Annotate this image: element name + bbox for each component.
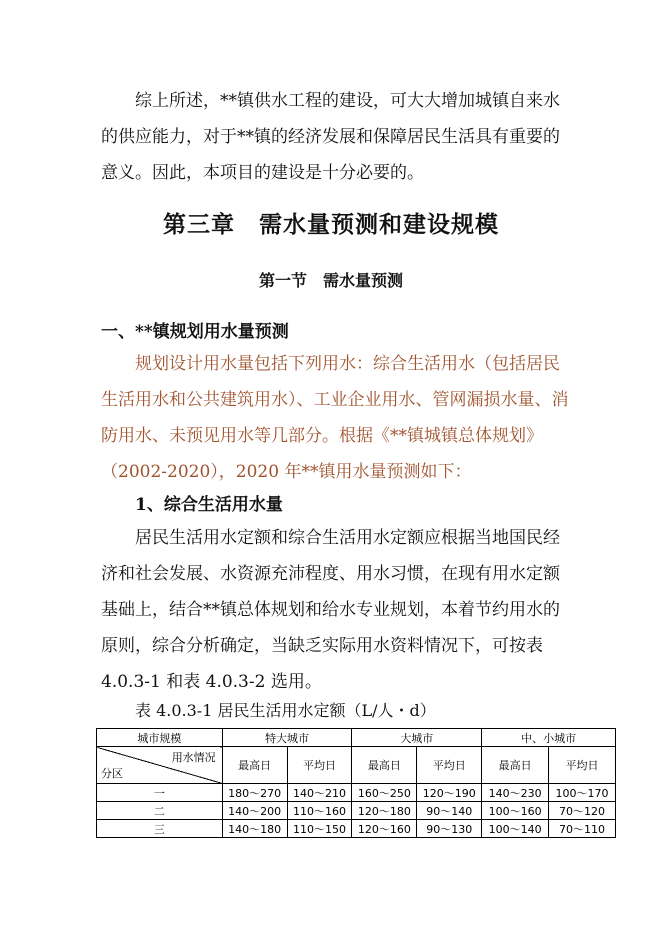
zone-cell: 二 — [97, 802, 223, 820]
zone-label: 分区 — [101, 767, 123, 780]
max-day-header: 最高日 — [352, 747, 417, 784]
city-scale-header: 城市规模 — [97, 729, 223, 747]
intro-paragraph: 综上所述，**镇供水工程的建设，可大大增加城镇自来水的供应能力，对于**镇的经济发展和保障居民生活具有重要的意义。因此，本项目的建设是十分必要的。 — [101, 91, 560, 183]
avg-day-header: 平均日 — [549, 747, 616, 784]
max-day-header: 最高日 — [222, 747, 287, 784]
zone-cell: 三 — [97, 820, 223, 838]
group-header: 中、小城市 — [482, 729, 616, 747]
value-cell: 140～180 — [222, 820, 287, 838]
table-subheader-row — [97, 747, 616, 784]
value-cell: 110～160 — [287, 802, 352, 820]
planning-paragraph: 规划设计用水量包括下列用水：综合生活用水（包括居民生活用水和公共建筑用水）、工业企业用水、管网漏损水量、消防用水、未预见用水等几部分。根据《**镇城镇总体规划》（2002-2020），2020 年**镇用水量预测如下： — [101, 354, 569, 482]
value-cell: 100～160 — [482, 802, 549, 820]
value-cell: 70～120 — [549, 802, 616, 820]
value-cell: 100～170 — [549, 784, 616, 802]
value-cell: 120～160 — [352, 820, 417, 838]
table-row — [97, 784, 616, 802]
item-title: 1、综合生活用水量 — [135, 495, 283, 515]
water-quota-table — [96, 728, 616, 838]
subsection-title: 一、**镇规划用水量预测 — [101, 322, 289, 342]
section-title: 第一节 需水量预测 — [258, 271, 403, 290]
value-cell: 140～230 — [482, 784, 549, 802]
value-cell: 110～150 — [287, 820, 352, 838]
avg-day-header: 平均日 — [417, 747, 482, 784]
chapter-title: 第三章 需水量预测和建设规模 — [163, 211, 499, 238]
value-cell: 100～140 — [482, 820, 549, 838]
usage-label: 用水情况 — [171, 751, 216, 764]
item-paragraph: 居民生活用水定额和综合生活用水定额应根据当地国民经济和社会发展、水资源充沛程度、用水习惯，在现有用水定额基础上，结合**镇总体规划和给水专业规划，本着节约用水的原则，综合分析确定，当缺乏实际用水资料情况下，可按表 4.0.3-1 和表 4.0.3-2 选用。 — [101, 528, 560, 692]
table-header-row — [97, 729, 616, 747]
value-cell: 160～250 — [352, 784, 417, 802]
max-day-header: 最高日 — [482, 747, 549, 784]
group-header: 大城市 — [352, 729, 482, 747]
zone-cell: 一 — [97, 784, 223, 802]
value-cell: 140～200 — [222, 802, 287, 820]
table-row — [97, 820, 616, 838]
diagonal-header-cell — [97, 747, 223, 784]
value-cell: 140～210 — [287, 784, 352, 802]
value-cell: 90～130 — [417, 820, 482, 838]
value-cell: 120～190 — [417, 784, 482, 802]
avg-day-header: 平均日 — [287, 747, 352, 784]
value-cell: 120～180 — [352, 802, 417, 820]
group-header: 特大城市 — [222, 729, 352, 747]
table-caption: 表 4.0.3-1 居民生活用水定额（L/人・d） — [135, 701, 436, 720]
table-row — [97, 802, 616, 820]
value-cell: 180～270 — [222, 784, 287, 802]
value-cell: 70～110 — [549, 820, 616, 838]
value-cell: 90～140 — [417, 802, 482, 820]
